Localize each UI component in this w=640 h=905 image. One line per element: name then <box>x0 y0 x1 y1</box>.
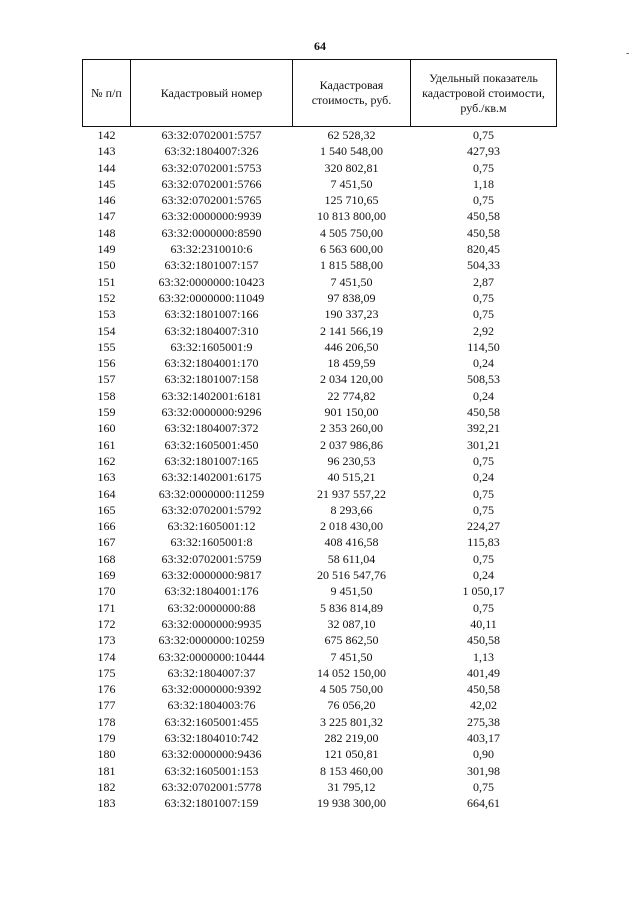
table-row <box>83 714 557 730</box>
table-row <box>83 339 557 355</box>
cadastral-number-cell: 63:32:1801007:158 <box>164 372 259 387</box>
row-number-cell: 169 <box>97 568 116 583</box>
cadastral-value-cell: 2 037 986,86 <box>320 437 383 452</box>
cadastral-value-cell: 31 795,12 <box>327 779 376 794</box>
cadastral-value-cell: 76 056,20 <box>327 698 376 713</box>
table-row <box>83 632 557 648</box>
specific-value-cell: 427,93 <box>467 144 500 159</box>
cadastral-number-cell: 63:32:1804003:76 <box>167 698 256 713</box>
cadastral-number-cell: 63:32:0000000:88 <box>167 600 256 615</box>
specific-value-cell: 42,02 <box>470 698 497 713</box>
cadastral-value-cell: 190 337,23 <box>324 307 379 322</box>
cadastral-number-cell: 63:32:0000000:9817 <box>161 568 262 583</box>
row-number-cell: 179 <box>97 730 116 745</box>
table-row <box>83 730 557 746</box>
specific-value-cell: 0,24 <box>473 356 494 371</box>
cadastral-value-cell: 2 353 260,00 <box>320 421 383 436</box>
cadastral-number-cell: 63:32:0702001:5766 <box>161 176 262 191</box>
row-number-cell: 161 <box>97 437 116 452</box>
row-number-cell: 156 <box>97 356 116 371</box>
cadastral-value-cell: 125 710,65 <box>324 193 379 208</box>
row-number-cell: 154 <box>97 323 116 338</box>
specific-value-cell: 40,11 <box>470 616 497 631</box>
table-row <box>83 567 557 583</box>
specific-value-cell: 403,17 <box>467 730 500 745</box>
header-cadastral-number: Кадастровый номер <box>131 60 293 127</box>
cadastral-value-cell: 675 862,50 <box>324 633 379 648</box>
table-header <box>83 60 557 127</box>
table-row <box>83 404 557 420</box>
specific-value-cell: 301,98 <box>467 763 500 778</box>
row-number-cell: 153 <box>97 307 116 322</box>
cadastral-value-cell: 62 528,32 <box>327 128 376 142</box>
row-number-cell: 165 <box>97 502 116 517</box>
row-number-cell: 160 <box>97 421 116 436</box>
cadastral-number-cell: 63:32:0000000:10259 <box>158 633 265 648</box>
cadastral-table <box>82 59 557 811</box>
specific-value-cell: 224,27 <box>467 519 500 534</box>
row-number-cell: 168 <box>97 551 116 566</box>
row-number-cell: 174 <box>97 649 116 664</box>
row-number-cell: 149 <box>97 242 116 257</box>
cadastral-number-cell: 63:32:1402001:6181 <box>161 388 262 403</box>
row-number-cell: 164 <box>97 486 116 501</box>
row-number-cell: 181 <box>97 763 116 778</box>
specific-value-cell: 0,24 <box>473 470 494 485</box>
row-number-cell: 142 <box>97 128 116 142</box>
row-number-cell: 182 <box>97 779 116 794</box>
row-number-cell: 172 <box>97 616 116 631</box>
margin-mark: - <box>626 48 630 59</box>
cadastral-number-cell: 63:32:0702001:5778 <box>161 779 262 794</box>
header-row-number: № п/п <box>83 60 131 127</box>
cadastral-value-cell: 7 451,50 <box>330 649 373 664</box>
cadastral-value-cell: 5 836 814,89 <box>320 600 383 615</box>
cadastral-value-cell: 2 141 566,19 <box>320 323 383 338</box>
cadastral-value-cell: 40 515,21 <box>327 470 376 485</box>
table-row <box>83 795 557 811</box>
row-number-cell: 155 <box>97 339 116 354</box>
cadastral-number-cell: 63:32:0000000:11049 <box>158 290 265 305</box>
row-number-cell: 162 <box>97 453 116 468</box>
header-specific-value: Удельный показатель кадастровой стоимости, руб./кв.м <box>411 60 557 127</box>
cadastral-value-cell: 4 505 750,00 <box>320 682 383 697</box>
cadastral-number-cell: 63:32:0000000:9939 <box>161 209 262 224</box>
row-number-cell: 170 <box>97 584 116 599</box>
row-number-cell: 171 <box>97 600 116 615</box>
row-number-cell: 159 <box>97 405 116 420</box>
cadastral-value-cell: 19 938 300,00 <box>317 796 386 811</box>
row-number-cell: 143 <box>97 144 116 159</box>
table-row <box>83 274 557 290</box>
specific-value-cell: 2,92 <box>473 323 494 338</box>
cadastral-number-cell: 63:32:0702001:5765 <box>161 193 262 208</box>
table-row <box>83 192 557 208</box>
row-number-cell: 148 <box>97 225 116 240</box>
cadastral-number-cell: 63:32:1605001:455 <box>164 714 259 729</box>
cadastral-value-cell: 32 087,10 <box>327 616 376 631</box>
table-row <box>83 143 557 159</box>
cadastral-value-cell: 121 050,81 <box>324 747 379 762</box>
table-row <box>83 208 557 224</box>
specific-value-cell: 450,58 <box>467 633 500 648</box>
specific-value-cell: 0,75 <box>473 160 494 175</box>
cadastral-number-cell: 63:32:1804007:310 <box>164 323 259 338</box>
specific-value-cell: 0,75 <box>473 290 494 305</box>
cadastral-value-cell: 8 153 460,00 <box>320 763 383 778</box>
cadastral-number-cell: 63:32:1801007:157 <box>164 258 259 273</box>
specific-value-cell: 0,90 <box>473 747 494 762</box>
specific-value-cell: 0,75 <box>473 307 494 322</box>
cadastral-value-cell: 282 219,00 <box>324 730 379 745</box>
cadastral-number-cell: 63:32:0702001:5757 <box>161 128 262 142</box>
specific-value-cell: 820,45 <box>467 242 500 257</box>
row-number-cell: 180 <box>97 747 116 762</box>
table-row <box>83 583 557 599</box>
cadastral-value-cell: 3 225 801,32 <box>320 714 383 729</box>
header-cadastral-value: Кадастровая стоимость, руб. <box>293 60 411 127</box>
table-row <box>83 306 557 322</box>
specific-value-cell: 115,83 <box>467 535 500 550</box>
cadastral-value-cell: 58 611,04 <box>327 551 376 566</box>
table-row <box>83 127 557 144</box>
row-number-cell: 157 <box>97 372 116 387</box>
cadastral-value-cell: 901 150,00 <box>324 405 379 420</box>
row-number-cell: 158 <box>97 388 116 403</box>
specific-value-cell: 401,49 <box>467 665 500 680</box>
cadastral-number-cell: 63:32:1801007:159 <box>164 796 259 811</box>
cadastral-number-cell: 63:32:1605001:153 <box>164 763 259 778</box>
table-row <box>83 518 557 534</box>
row-number-cell: 173 <box>97 633 116 648</box>
cadastral-number-cell: 63:32:1605001:450 <box>164 437 259 452</box>
specific-value-cell: 2,87 <box>473 274 494 289</box>
table-row <box>83 681 557 697</box>
row-number-cell: 175 <box>97 665 116 680</box>
specific-value-cell: 0,24 <box>473 568 494 583</box>
row-number-cell: 145 <box>97 176 116 191</box>
row-number-cell: 167 <box>97 535 116 550</box>
cadastral-number-cell: 63:32:1402001:6175 <box>161 470 262 485</box>
specific-value-cell: 0,75 <box>473 502 494 517</box>
row-number-cell: 151 <box>97 274 116 289</box>
header-row <box>83 60 557 127</box>
cadastral-value-cell: 22 774,82 <box>327 388 376 403</box>
specific-value-cell: 0,75 <box>473 193 494 208</box>
specific-value-cell: 1,13 <box>473 649 494 664</box>
table-row <box>83 420 557 436</box>
cadastral-value-cell: 6 563 600,00 <box>320 242 383 257</box>
row-number-cell: 144 <box>97 160 116 175</box>
specific-value-cell: 0,24 <box>473 388 494 403</box>
row-number-cell: 152 <box>97 290 116 305</box>
cadastral-value-cell: 9 451,50 <box>330 584 373 599</box>
cadastral-number-cell: 63:32:1804001:170 <box>164 356 259 371</box>
specific-value-cell: 114,50 <box>467 339 500 354</box>
cadastral-value-cell: 7 451,50 <box>330 274 373 289</box>
row-number-cell: 183 <box>97 796 116 811</box>
row-number-cell: 176 <box>97 682 116 697</box>
specific-value-cell: 0,75 <box>473 128 494 142</box>
cadastral-number-cell: 63:32:1801007:165 <box>164 453 259 468</box>
table-row <box>83 176 557 192</box>
cadastral-number-cell: 63:32:1605001:8 <box>170 535 253 550</box>
table-row <box>83 697 557 713</box>
specific-value-cell: 1 050,17 <box>462 584 505 599</box>
row-number-cell: 150 <box>97 258 116 273</box>
cadastral-number-cell: 63:32:0702001:5792 <box>161 502 262 517</box>
cadastral-number-cell: 63:32:1605001:9 <box>170 339 253 354</box>
cadastral-number-cell: 63:32:0000000:9296 <box>161 405 262 420</box>
specific-value-cell: 0,75 <box>473 600 494 615</box>
specific-value-cell: 450,58 <box>467 682 500 697</box>
cadastral-value-cell: 1 540 548,00 <box>320 144 383 159</box>
specific-value-cell: 0,75 <box>473 551 494 566</box>
specific-value-cell: 450,58 <box>467 405 500 420</box>
specific-value-cell: 301,21 <box>467 437 500 452</box>
table-body <box>83 127 557 812</box>
cadastral-number-cell: 63:32:1605001:12 <box>167 519 256 534</box>
specific-value-cell: 1,18 <box>473 176 494 191</box>
cadastral-value-cell: 2 018 430,00 <box>320 519 383 534</box>
cadastral-value-cell: 10 813 800,00 <box>317 209 386 224</box>
table-row <box>83 763 557 779</box>
row-number-cell: 163 <box>97 470 116 485</box>
specific-value-cell: 0,75 <box>473 779 494 794</box>
table-row <box>83 241 557 257</box>
specific-value-cell: 392,21 <box>467 421 500 436</box>
table-row <box>83 437 557 453</box>
table-row <box>83 225 557 241</box>
cadastral-value-cell: 20 516 547,76 <box>317 568 386 583</box>
cadastral-table-container <box>82 59 556 811</box>
cadastral-number-cell: 63:32:0000000:9935 <box>161 616 262 631</box>
table-row <box>83 616 557 632</box>
cadastral-number-cell: 63:32:0702001:5753 <box>161 160 262 175</box>
row-number-cell: 177 <box>97 698 116 713</box>
cadastral-number-cell: 63:32:0000000:8590 <box>161 225 262 240</box>
cadastral-value-cell: 18 459,59 <box>327 356 376 371</box>
cadastral-number-cell: 63:32:1804010:742 <box>164 730 259 745</box>
specific-value-cell: 0,75 <box>473 486 494 501</box>
table-row <box>83 486 557 502</box>
cadastral-value-cell: 446 206,50 <box>324 339 379 354</box>
specific-value-cell: 0,75 <box>473 453 494 468</box>
cadastral-value-cell: 14 052 150,00 <box>317 665 386 680</box>
row-number-cell: 146 <box>97 193 116 208</box>
table-row <box>83 746 557 762</box>
row-number-cell: 147 <box>97 209 116 224</box>
specific-value-cell: 504,33 <box>467 258 500 273</box>
specific-value-cell: 664,61 <box>467 796 500 811</box>
table-row <box>83 290 557 306</box>
specific-value-cell: 450,58 <box>467 209 500 224</box>
cadastral-value-cell: 7 451,50 <box>330 176 373 191</box>
table-row <box>83 534 557 550</box>
table-row <box>83 649 557 665</box>
cadastral-number-cell: 63:32:0702001:5759 <box>161 551 262 566</box>
cadastral-number-cell: 63:32:0000000:10423 <box>158 274 265 289</box>
table-row <box>83 469 557 485</box>
cadastral-value-cell: 2 034 120,00 <box>320 372 383 387</box>
cadastral-value-cell: 96 230,53 <box>327 453 376 468</box>
cadastral-value-cell: 4 505 750,00 <box>320 225 383 240</box>
table-row <box>83 323 557 339</box>
table-row <box>83 665 557 681</box>
table-row <box>83 160 557 176</box>
table-row <box>83 600 557 616</box>
cadastral-value-cell: 320 802,81 <box>324 160 379 175</box>
table-row <box>83 388 557 404</box>
cadastral-number-cell: 63:32:0000000:9392 <box>161 682 262 697</box>
cadastral-value-cell: 97 838,09 <box>327 290 376 305</box>
cadastral-number-cell: 63:32:1804007:372 <box>164 421 259 436</box>
specific-value-cell: 508,53 <box>467 372 500 387</box>
row-number-cell: 178 <box>97 714 116 729</box>
row-number-cell: 166 <box>97 519 116 534</box>
cadastral-number-cell: 63:32:0000000:9436 <box>161 747 262 762</box>
table-row <box>83 371 557 387</box>
cadastral-number-cell: 63:32:1801007:166 <box>164 307 259 322</box>
page-number: 64 <box>314 39 326 53</box>
cadastral-number-cell: 63:32:1804007:37 <box>167 665 256 680</box>
cadastral-number-cell: 63:32:1804001:176 <box>164 584 259 599</box>
cadastral-value-cell: 408 416,58 <box>324 535 379 550</box>
specific-value-cell: 450,58 <box>467 225 500 240</box>
table-row <box>83 502 557 518</box>
cadastral-number-cell: 63:32:2310010:6 <box>170 242 253 257</box>
cadastral-number-cell: 63:32:0000000:11259 <box>158 486 265 501</box>
cadastral-value-cell: 1 815 588,00 <box>320 258 383 273</box>
table-row <box>83 551 557 567</box>
cadastral-value-cell: 21 937 557,22 <box>317 486 386 501</box>
cadastral-value-cell: 8 293,66 <box>330 502 373 517</box>
table-row <box>83 257 557 273</box>
cadastral-number-cell: 63:32:0000000:10444 <box>158 649 265 664</box>
table-row <box>83 779 557 795</box>
specific-value-cell: 275,38 <box>467 714 500 729</box>
table-row <box>83 355 557 371</box>
table-row <box>83 453 557 469</box>
cadastral-number-cell: 63:32:1804007:326 <box>164 144 259 159</box>
